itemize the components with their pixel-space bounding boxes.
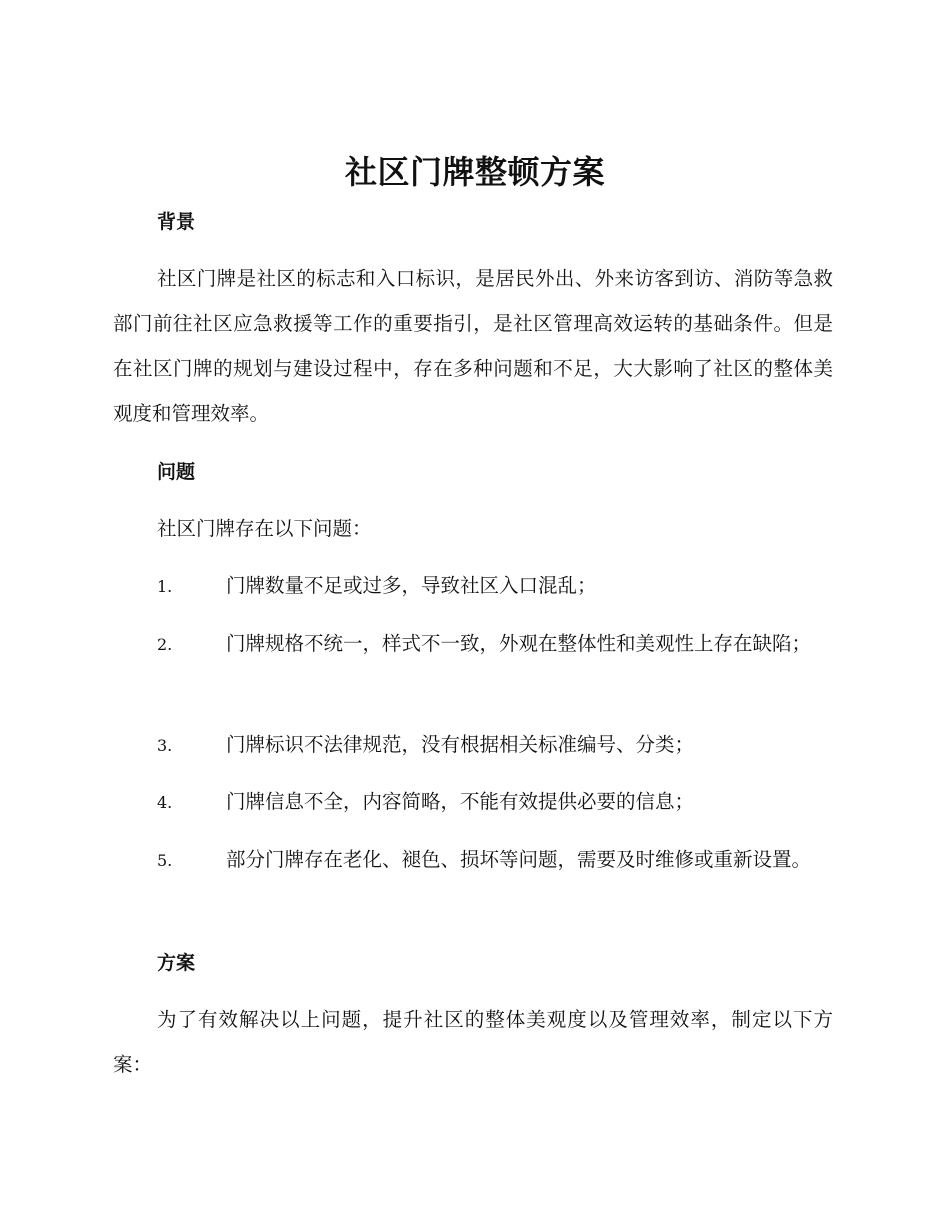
section-heading-plan: 方案 — [157, 952, 196, 974]
list-item — [113, 773, 833, 832]
list-item-text: 门牌数量不足或过多，导致社区入口混乱； — [226, 574, 597, 597]
list-item — [113, 557, 833, 616]
list-item — [113, 615, 833, 674]
list-item-text: 门牌信息不全，内容简略，不能有效提供必要的信息； — [226, 790, 695, 813]
list-item-number: 5. — [157, 851, 173, 870]
problems-intro: 社区门牌存在以下问题： — [157, 517, 372, 540]
list-item-number: 1. — [157, 577, 173, 596]
list-item-number: 4. — [157, 793, 173, 812]
list-item-text: 门牌标识不法律规范，没有根据相关标准编号、分类； — [226, 733, 695, 756]
list-item — [113, 716, 833, 775]
document-title: 社区门牌整顿方案 — [344, 153, 605, 191]
list-item — [113, 831, 833, 890]
background-paragraph: 社区门牌是社区的标志和入口标识，是居民外出、外来访客到访、消防等急救部门前往社区应急救援等工作的重要指引，是社区管理高效运转的基础条件。但是在社区门牌的规划与建设过程中，存在多种问题和不足，大大影响了社区的整体美观度和管理效率。 — [113, 267, 833, 425]
section-heading-problems: 问题 — [157, 461, 196, 483]
plan-intro: 为了有效解决以上问题，提升社区的整体美观度以及管理效率，制定以下方案： — [113, 1008, 833, 1076]
list-item-text: 门牌规格不统一，样式不一致，外观在整体性和美观性上存在缺陷； — [226, 632, 812, 655]
list-item-number: 3. — [157, 736, 173, 755]
list-item-text: 部分门牌存在老化、褪色、损坏等问题，需要及时维修或重新设置。 — [226, 848, 812, 871]
section-heading-background: 背景 — [157, 211, 196, 233]
list-item-number: 2. — [157, 635, 173, 654]
